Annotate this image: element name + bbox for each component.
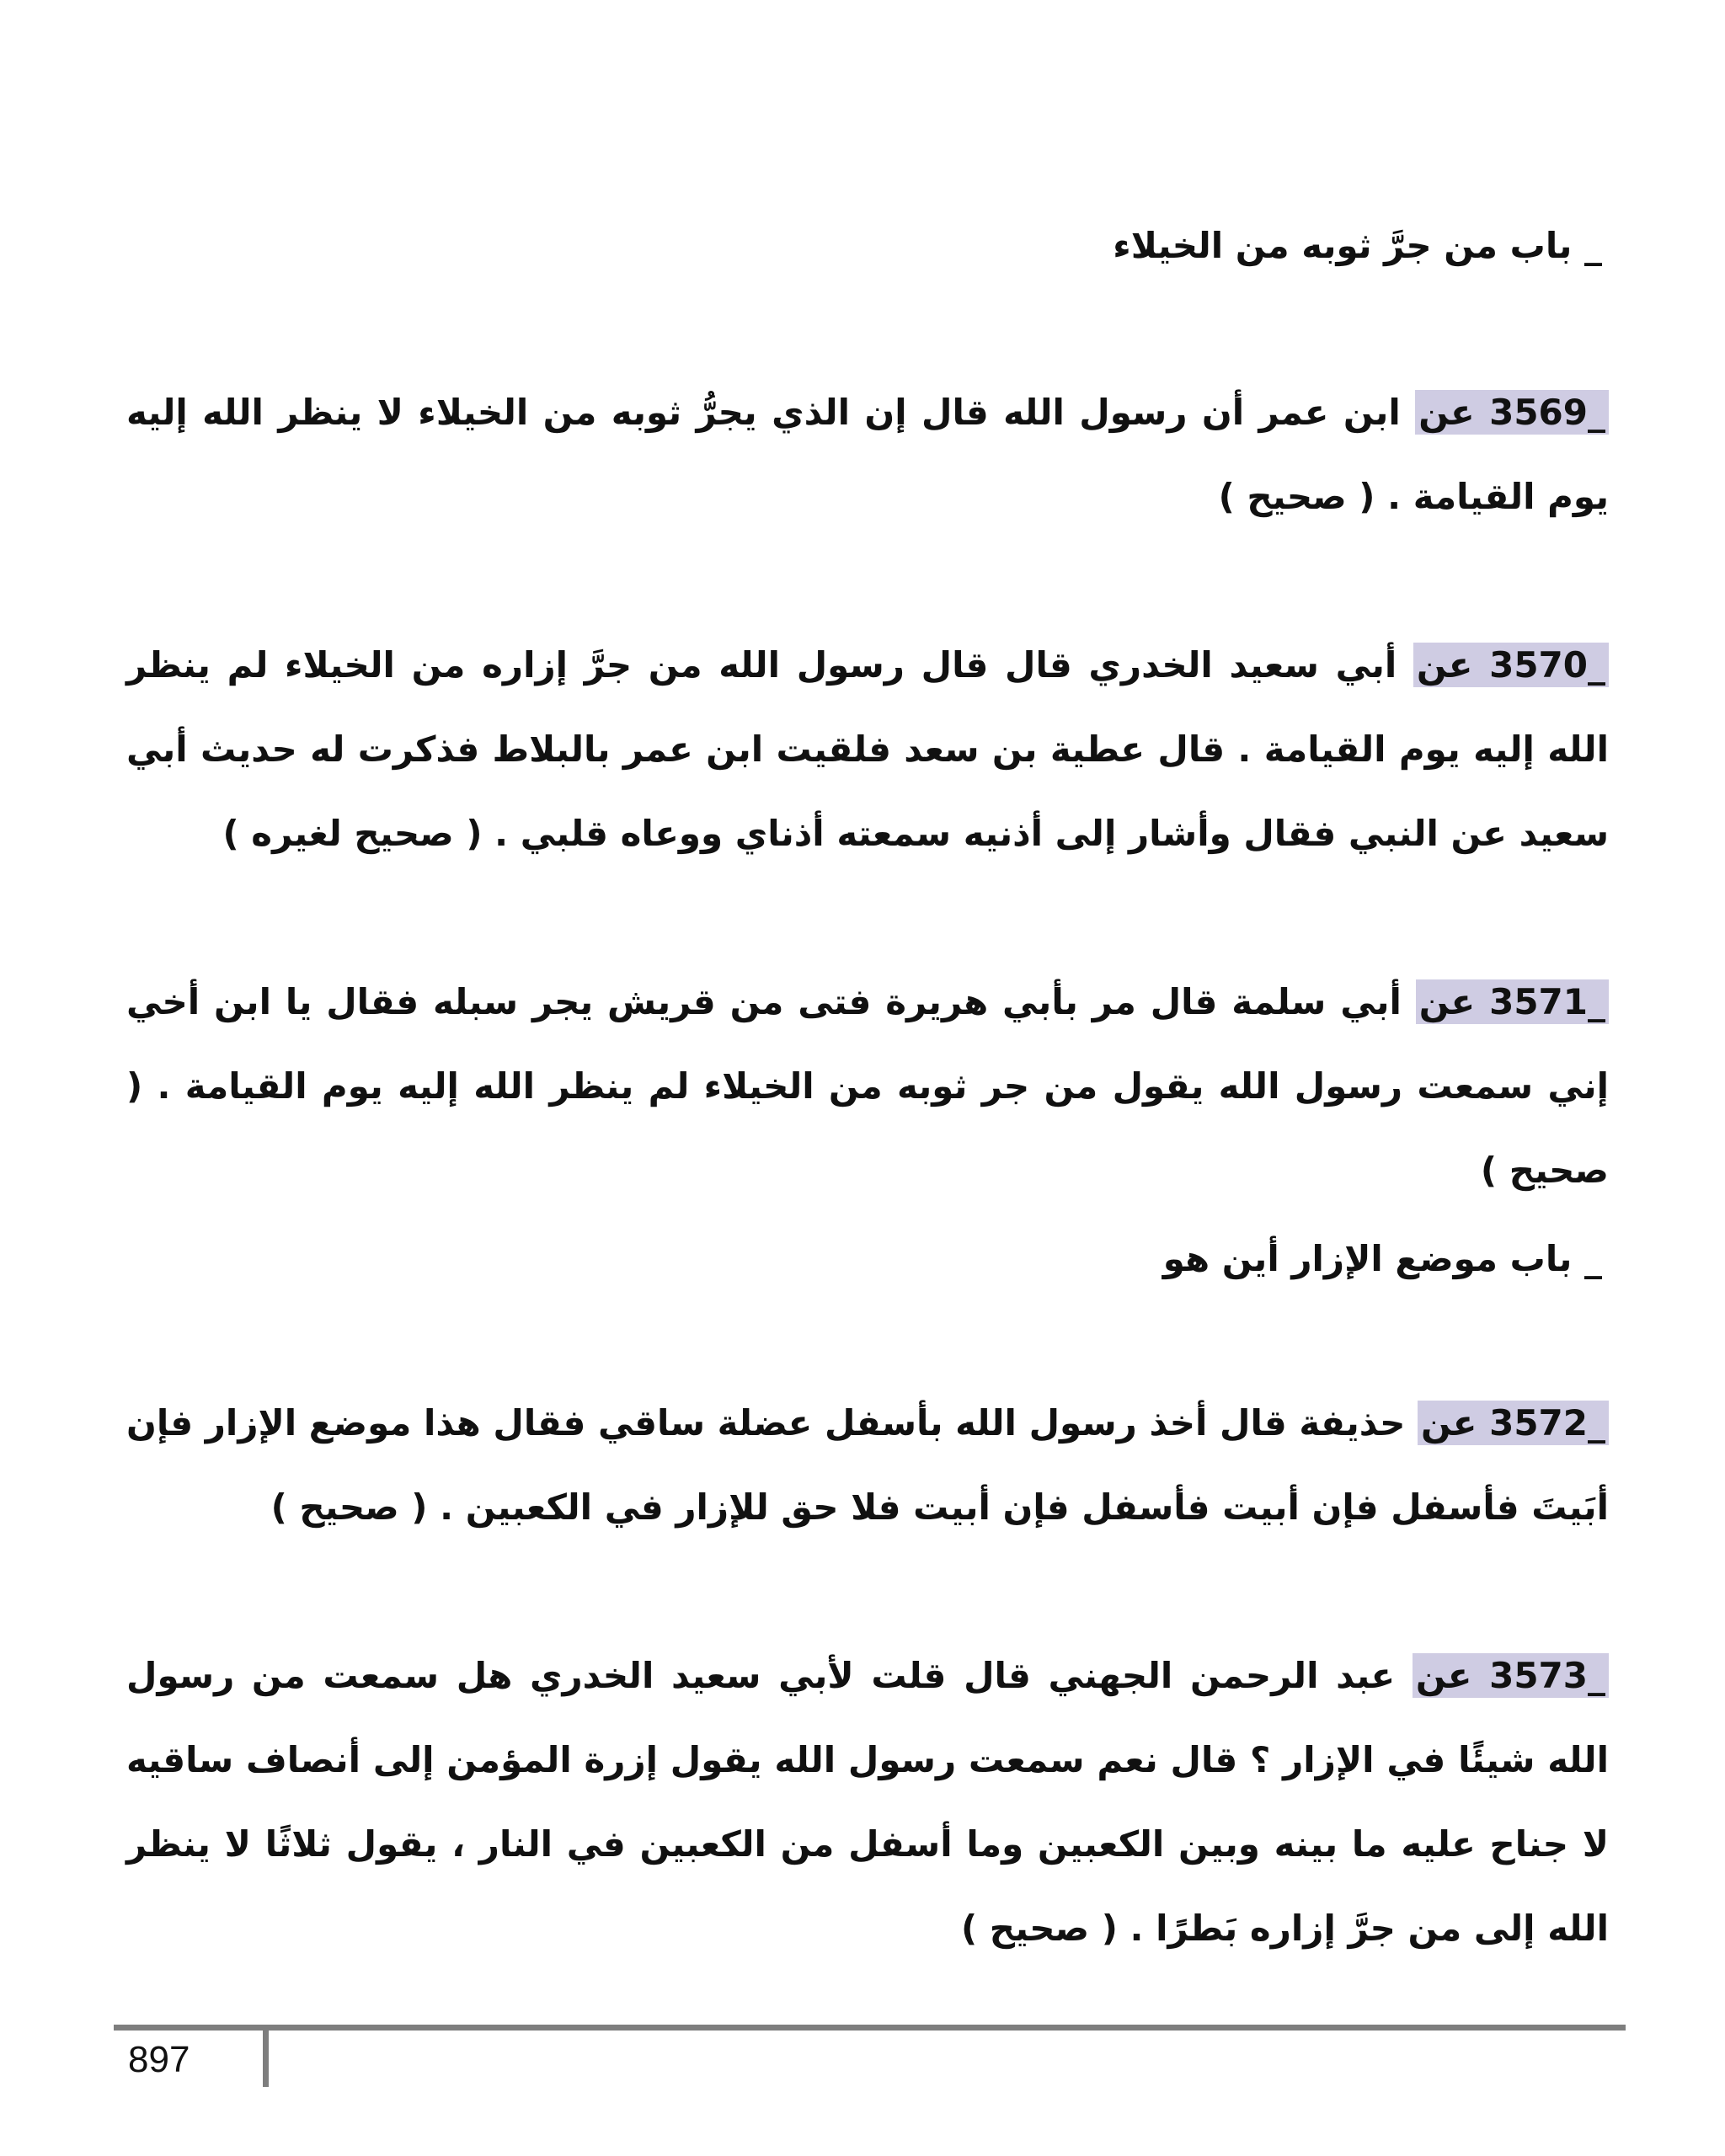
hadith-3572-marker (1418, 1401, 1609, 1445)
footer-rule (114, 2025, 1626, 2031)
hadith-3569-text: ابن عمر أن رسول الله قال إن الذي يجرُّ ثوبه من الخيلاء لا ينظر الله إليه يوم القيامة . ( صحيح ) (126, 392, 1609, 517)
hadith-3569 (126, 371, 1609, 539)
hadith-3569-marker (1415, 390, 1609, 435)
hadith-3569-number: 3569_ (1489, 392, 1605, 433)
hadith-3570-number: 3570_ (1489, 644, 1605, 686)
hadith-3570-marker (1413, 643, 1609, 687)
hadith-3573-prefix: عن (1415, 1655, 1472, 1696)
chapter-heading-1 (126, 221, 1602, 271)
hadith-3573-text: عبد الرحمن الجهني قال قلت لأبي سعيد الخدري هل سمعت من رسول الله شيئًا في الإزار ؟ قال نعم سمعت رسول الله يقول إزرة المؤمن إلى أنصاف ساقيه لا جناح عليه ما بينه وبين الكعبين وما أسفل من الكعبين في النار ، يقول ثلاثًا لا ينظر الله إلى من جرَّ إزاره بَطرًا . ( صحيح ) (126, 1655, 1609, 1949)
hadith-3571-text: أبي سلمة قال مر بأبي هريرة فتى من قريش يجر سبله فقال يا ابن أخي إني سمعت رسول الله يقول من جر ثوبه من الخيلاء لم ينظر الله إليه يوم القيامة . ( صحيح ) (126, 981, 1609, 1191)
page-number: 897 (128, 2039, 190, 2080)
hadith-3572-number: 3572_ (1489, 1402, 1605, 1444)
hadith-3572-text: حذيفة قال أخذ رسول الله بأسفل عضلة ساقي فقال هذا موضع الإزار فإن أبَيتَ فأسفل فإن أبيت فأسفل فإن أبيت فلا حق للإزار في الكعبين . ( صحيح ) (126, 1402, 1609, 1528)
chapter-heading-1-text: _ باب من جرَّ ثوبه من الخيلاء (1113, 225, 1602, 266)
hadith-3571-marker (1416, 979, 1609, 1024)
hadith-3573 (126, 1634, 1609, 1971)
chapter-heading-2-text: _ باب موضع الإزار أين هو (1162, 1238, 1602, 1279)
hadith-3571-number: 3571_ (1489, 981, 1605, 1022)
hadith-3572-prefix: عن (1420, 1402, 1477, 1444)
hadith-3570 (126, 623, 1609, 876)
hadith-3573-marker (1413, 1653, 1609, 1698)
chapter-heading-2 (126, 1234, 1602, 1284)
footer-divider-tick (263, 2025, 269, 2087)
hadith-3572 (126, 1381, 1609, 1550)
hadith-3570-prefix: عن (1416, 644, 1473, 686)
hadith-3569-prefix: عن (1418, 392, 1475, 433)
hadith-3571-prefix: عن (1418, 981, 1476, 1022)
hadith-3571 (126, 960, 1609, 1213)
hadith-3570-text: أبي سعيد الخدري قال قال رسول الله من جرَّ إزاره من الخيلاء لم ينظر الله إليه يوم القيامة . قال عطية بن سعد فلقيت ابن عمر بالبلاط فذكرت له حديث أبي سعيد عن النبي فقال وأشار إلى أذنيه سمعته أذناي ووعاه قلبي . ( صحيح لغيره ) (126, 644, 1609, 854)
hadith-3573-number: 3573_ (1489, 1655, 1606, 1696)
